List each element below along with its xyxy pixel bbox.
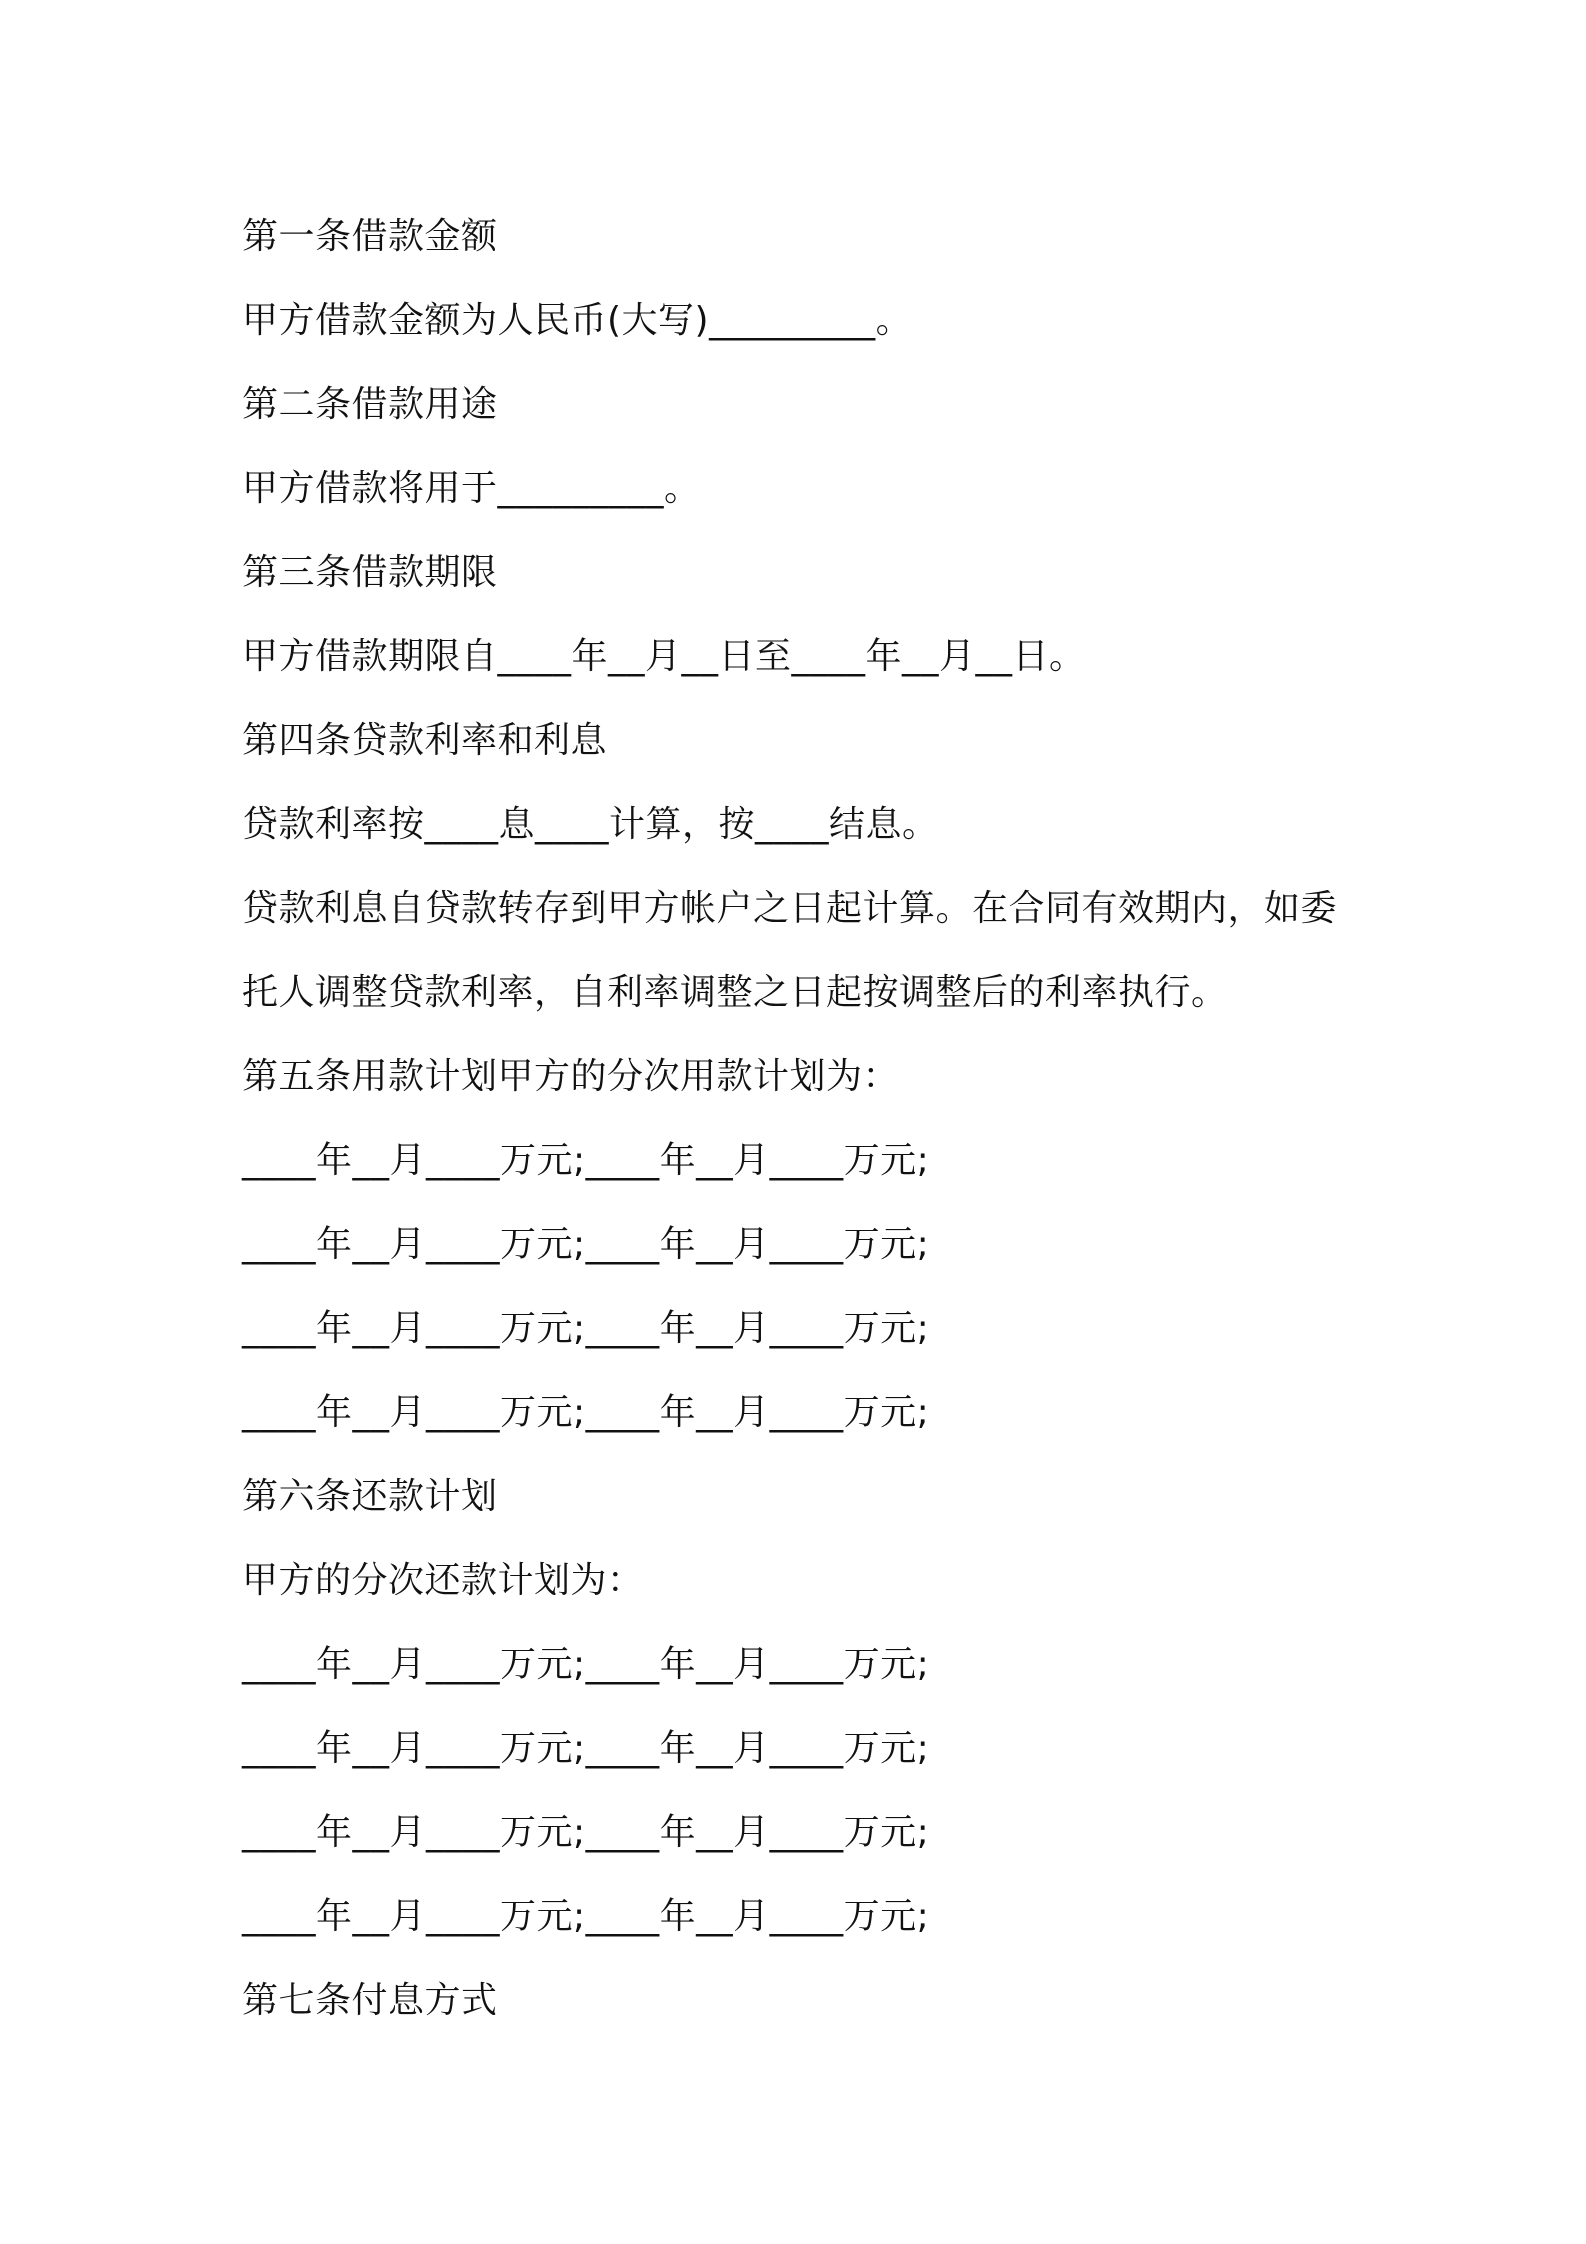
repayment-schedule-row: ____年__月____万元;____年__月____万元;	[242, 1644, 930, 1685]
article-2-heading: 第二条借款用途	[242, 384, 498, 425]
article-3-heading: 第三条借款期限	[242, 552, 498, 593]
interest-paragraph-line-1: 贷款利息自贷款转存到甲方帐户之日起计算。在合同有效期内，如委	[242, 888, 1338, 929]
repayment-schedule-row: ____年__月____万元;____年__月____万元;	[242, 1728, 930, 1769]
drawdown-schedule-row: ____年__月____万元;____年__月____万元;	[242, 1308, 930, 1349]
document-body	[242, 195, 1362, 2043]
article-1-heading: 第一条借款金额	[242, 216, 498, 257]
repayment-schedule-row: ____年__月____万元;____年__月____万元;	[242, 1812, 930, 1853]
repayment-intro: 甲方的分次还款计划为：	[242, 1560, 644, 1601]
loan-term-clause: 甲方借款期限自____年__月__日至____年__月__日。	[242, 636, 1086, 677]
drawdown-schedule-row: ____年__月____万元;____年__月____万元;	[242, 1392, 930, 1433]
loan-purpose-clause: 甲方借款将用于_________。	[242, 468, 701, 509]
drawdown-schedule-row: ____年__月____万元;____年__月____万元;	[242, 1140, 930, 1181]
interest-paragraph-line-2: 托人调整贷款利率，自利率调整之日起按调整后的利率执行。	[242, 972, 1228, 1013]
article-5-heading: 第五条用款计划甲方的分次用款计划为：	[242, 1056, 900, 1097]
drawdown-schedule-row: ____年__月____万元;____年__月____万元;	[242, 1224, 930, 1265]
loan-amount-clause: 甲方借款金额为人民币(大写)_________。	[242, 300, 913, 341]
article-4-heading: 第四条贷款利率和利息	[242, 720, 608, 761]
article-7-heading: 第七条付息方式	[242, 1980, 498, 2021]
article-6-heading: 第六条还款计划	[242, 1476, 498, 1517]
interest-rate-clause: 贷款利率按____息____计算，按____结息。	[242, 804, 939, 845]
repayment-schedule-row: ____年__月____万元;____年__月____万元;	[242, 1896, 930, 1937]
